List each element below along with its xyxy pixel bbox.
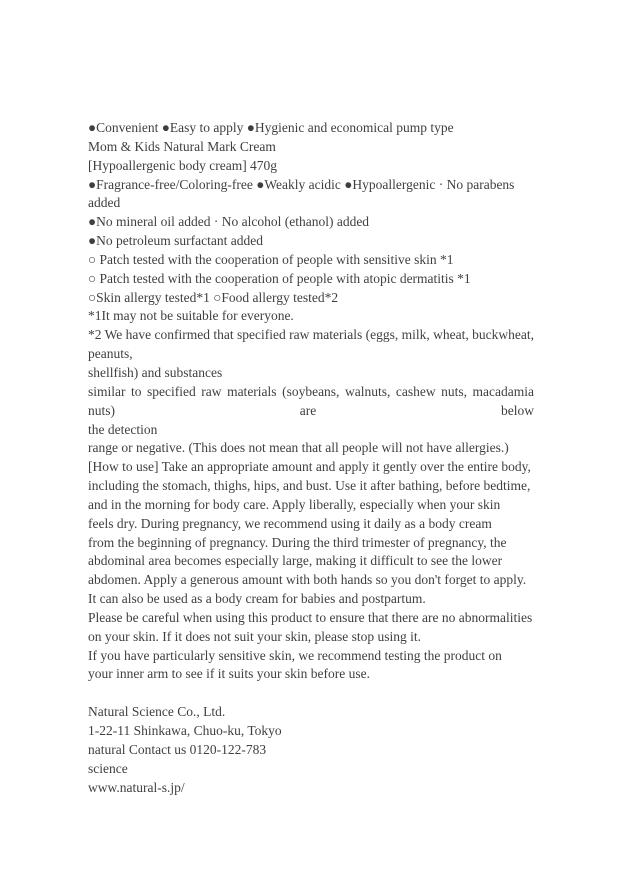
- text-line: ●Convenient ●Easy to apply ●Hygienic and economical pump type: [88, 120, 454, 135]
- text-line: from the beginning of pregnancy. During the third trimester of pregnancy, the: [88, 534, 507, 550]
- text-line: abdomen. Apply a generous amount with both hands so you don't forget to apply.: [88, 572, 527, 588]
- text-line: similar to specified raw materials (soybeans, walnuts, cashew nuts, macadamia nuts) are below: [88, 383, 534, 418]
- text-line: ●No petroleum surfactant added: [88, 233, 263, 249]
- text-line: ●No mineral oil added · No alcohol (ethanol) added: [88, 214, 370, 230]
- text-line: Please be careful when using this product to ensure that there are no abnormalities: [88, 609, 533, 625]
- text-line: science: [88, 760, 128, 776]
- text-line: Mom & Kids Natural Mark Cream: [88, 138, 276, 154]
- text-line: feels dry. During pregnancy, we recommend using it daily as a body cream: [88, 515, 492, 531]
- text-line: *2 We have confirmed that specified raw materials (eggs, milk, wheat, buckwheat, peanuts,: [88, 327, 534, 362]
- text-line: [88, 684, 534, 703]
- text-line: on your skin. If it does not suit your skin, please stop using it.: [88, 628, 421, 644]
- text-line: *1It may not be suitable for everyone.: [88, 308, 294, 324]
- text-line: abdominal area becomes especially large, making it difficult to see the lower: [88, 553, 503, 569]
- text-line: ○ Patch tested with the cooperation of people with atopic dermatitis *1: [88, 270, 471, 286]
- text-line: range or negative. (This does not mean that all people will not have allergies.): [88, 440, 509, 456]
- text-line: ○Skin allergy tested*1 ○Food allergy tested*2: [88, 289, 339, 305]
- text-line: [How to use] Take an appropriate amount and apply it gently over the entire body,: [88, 459, 531, 475]
- text-line: your inner arm to see if it suits your skin before use.: [88, 666, 370, 682]
- text-line: natural Contact us 0120-122-783: [88, 741, 267, 757]
- text-line: Natural Science Co., Ltd.: [88, 704, 226, 720]
- text-line: If you have particularly sensitive skin, we recommend testing the product on: [88, 647, 502, 663]
- text-line: ●Fragrance-free/Coloring-free ●Weakly acidic ●Hypoallergenic · No parabens added: [88, 176, 515, 211]
- text-line: 1-22-11 Shinkawa, Chuo-ku, Tokyo: [88, 723, 282, 738]
- text-line: It can also be used as a body cream for babies and postpartum.: [88, 591, 426, 607]
- text-line: www.natural-s.jp/: [88, 779, 185, 795]
- text-line: and in the morning for body care. Apply liberally, especially when your skin: [88, 496, 501, 512]
- text-line: the detection: [88, 421, 158, 437]
- text-line: shellfish) and substances: [88, 364, 223, 380]
- text-line: ○ Patch tested with the cooperation of people with sensitive skin *1: [88, 251, 454, 267]
- text-line: including the stomach, thighs, hips, and bust. Use it after bathing, before bedtime,: [88, 478, 531, 494]
- product-description-text: [88, 119, 534, 797]
- text-line: [Hypoallergenic body cream] 470g: [88, 157, 278, 173]
